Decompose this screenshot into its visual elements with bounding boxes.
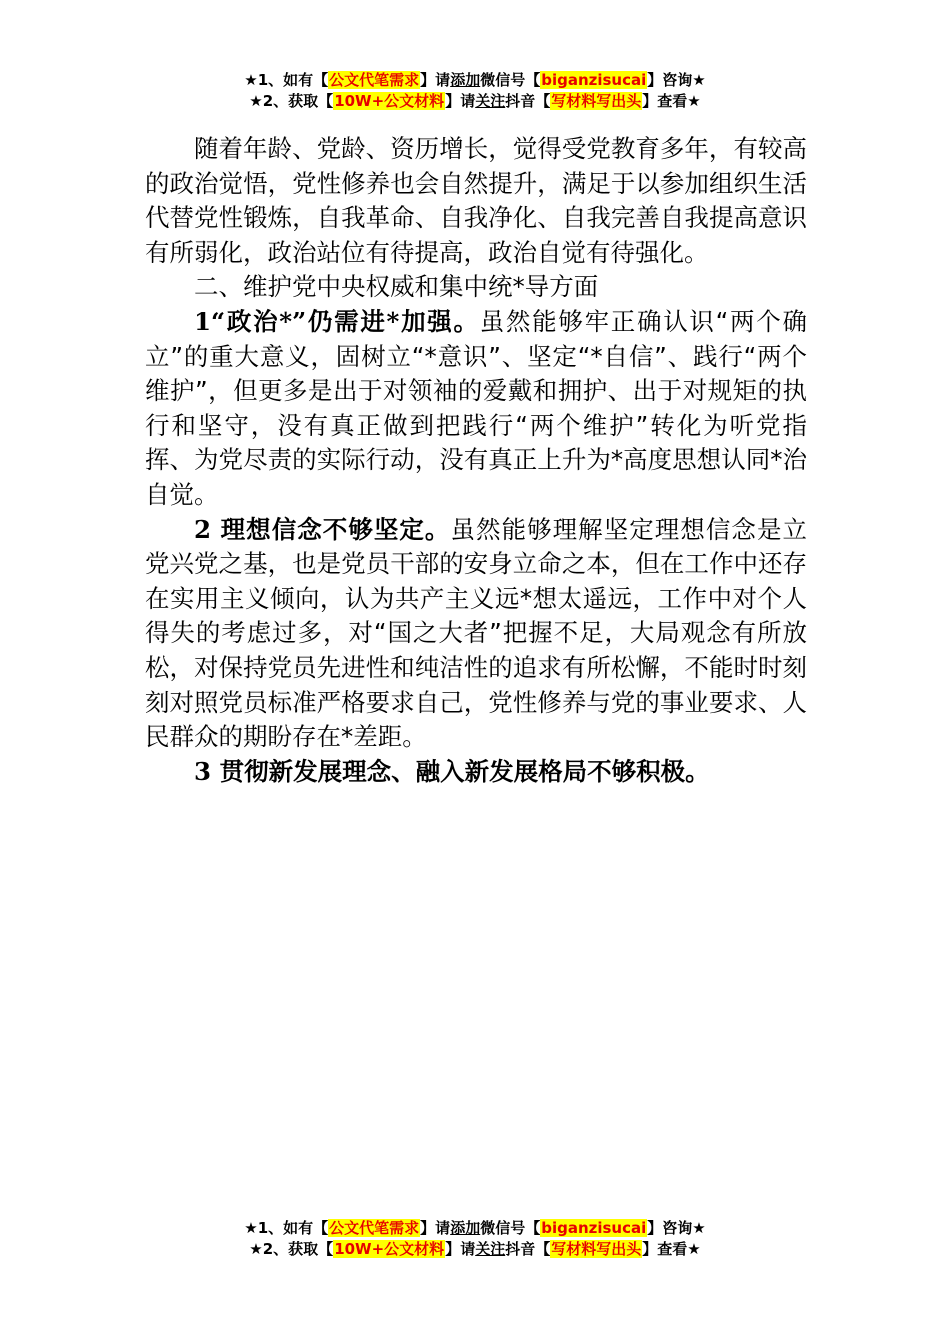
banner-highlight: 10W+公文材料 <box>334 92 445 110</box>
banner-text: ★1、如有【 <box>244 1219 329 1237</box>
banner-underline: 关注 <box>475 1240 506 1258</box>
paragraph: 随着年龄、党龄、资历增长，觉得受党教育多年，有较高的政治觉悟，党性修养也会自然提升，满足于以参加组织生活代替党性锻炼，自我革命、自我净化、自我完善自我提高意识有所弱化，政治站位有待提高，政治自觉有待强化。 <box>145 134 807 267</box>
banner-line-2 <box>0 1239 950 1260</box>
banner-text: 】咨询★ <box>647 1219 706 1237</box>
banner-highlight: 写材料写出头 <box>551 92 642 110</box>
banner-text: 】咨询★ <box>647 71 706 89</box>
section-heading: 二、维护党中央权威和集中统*导方面 <box>194 272 599 302</box>
banner-highlight: 公文代笔需求 <box>329 71 420 89</box>
banner-line-2 <box>0 91 950 112</box>
banner-underline: 添加 <box>450 1219 481 1237</box>
banner-text: 抖音【 <box>505 92 551 110</box>
banner-text: ★2、获取【 <box>249 92 334 110</box>
header-banner <box>0 70 950 112</box>
banner-highlight: 写材料写出头 <box>551 1240 642 1258</box>
banner-highlight: 10W+公文材料 <box>334 1240 445 1258</box>
banner-text: 】查看★ <box>642 92 701 110</box>
banner-text: 微信号【 <box>480 71 541 89</box>
item-lead: 2 理想信念不够坚定。 <box>194 514 451 544</box>
paragraph <box>145 755 807 790</box>
item-body: 虽然能够牢正确认识“两个确立”的重大意义，固树立“*意识”、坚定“*自信”、践行“两个维护”，但更多是出于对领袖的爱戴和拥护、出于对规矩的执行和坚守，没有真正做到把践行“两个维护”转化为听党指挥、为党尽责的实际行动，没有真正上升为*高度思想认同*治自觉。 <box>145 306 807 509</box>
banner-text: 】查看★ <box>642 1240 701 1258</box>
banner-text: 】请 <box>445 92 476 110</box>
banner-text: 】请 <box>420 71 451 89</box>
banner-underline: 关注 <box>475 92 506 110</box>
banner-text: ★1、如有【 <box>244 71 329 89</box>
banner-highlight: 公文代笔需求 <box>329 1219 420 1237</box>
banner-text: 抖音【 <box>505 1240 551 1258</box>
banner-text: 】请 <box>445 1240 476 1258</box>
item-lead: 3 贯彻新发展理念、融入新发展格局不够积极。 <box>194 756 710 786</box>
item-body: 虽然能够理解坚定理想信念是立党兴党之基，也是党员干部的安身立命之本，但在工作中还存在实用主义倾向，认为共产主义远*想太遥远，工作中对个人得失的考虑过多，对“国之大者”把握不足，大局观念有所放松，对保持党员先进性和纯洁性的追求有所松懈，不能时时刻刻对照党员标准严格要求自己，党性修养与党的事业要求、人民群众的期盼存在*差距。 <box>145 514 808 752</box>
banner-text: 微信号【 <box>480 1219 541 1237</box>
banner-text: ★2、获取【 <box>249 1240 334 1258</box>
banner-line-1 <box>0 70 950 91</box>
paragraph <box>145 513 807 755</box>
footer-banner <box>0 1218 950 1260</box>
banner-underline: 添加 <box>450 71 481 89</box>
item-lead: 1“政治*”仍需进*加强。 <box>194 306 480 336</box>
banner-line-1 <box>0 1218 950 1239</box>
banner-text: 】请 <box>420 1219 451 1237</box>
banner-highlight: biganzisucai <box>541 1219 647 1237</box>
document-body <box>145 132 807 789</box>
paragraph <box>145 305 807 513</box>
banner-highlight: biganzisucai <box>541 71 647 89</box>
